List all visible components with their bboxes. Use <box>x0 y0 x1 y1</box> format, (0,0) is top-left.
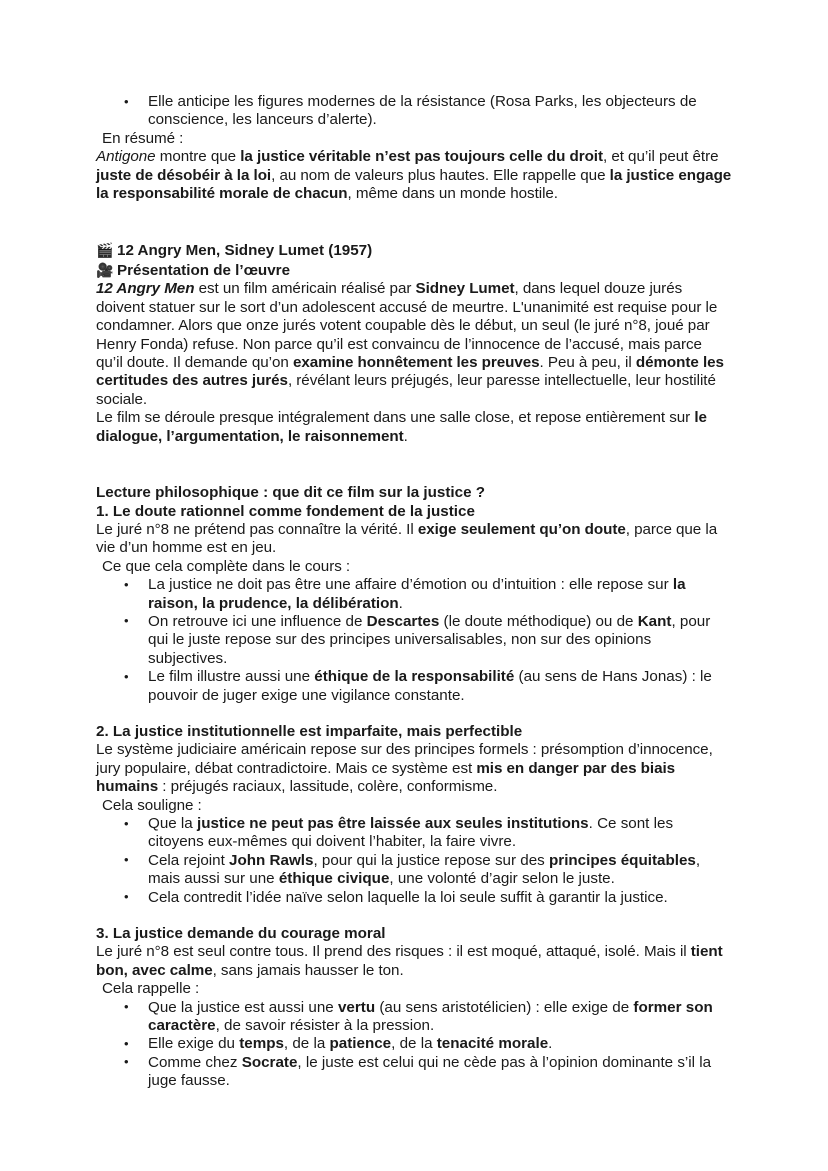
summary-label-text: En résumé : <box>102 129 184 147</box>
section-spacer <box>96 446 732 484</box>
intro-run: Le juré n°8 ne prétend pas connaître la vérité. Il <box>96 520 418 538</box>
director-name: Sidney Lumet <box>415 280 515 298</box>
intro-emphasis: tient bon, avec calme <box>96 943 723 979</box>
summary-run: , et qu’il peut être <box>602 148 719 166</box>
presentation-run: Le film se déroule presque intégralement dans une salle close, et repose entièrement sur <box>96 409 695 427</box>
list-item <box>96 889 732 907</box>
lecture-heading: Lecture philosophique : que dit ce film sur la justice ? <box>96 484 486 502</box>
presentation-emphasis: démonte les certitudes des autres jurés <box>96 354 724 390</box>
presentation-run: , révélant leurs préjugés, leur paresse intellectuelle, leur hostilité sociale. <box>96 372 716 408</box>
film-presentation-paragraph <box>96 280 732 409</box>
presentation-run: . Peu à peu, il <box>539 354 636 372</box>
bullet-emphasis: temps <box>239 1035 284 1053</box>
bullet-run: , de savoir résister à la pression. <box>215 1017 435 1035</box>
bullet-emphasis: la raison, la prudence, la délibération <box>148 576 686 612</box>
intro-run: Le juré n°8 est seul contre tous. Il prend des risques : il est moqué, attaqué, isolé. Mais il <box>96 943 691 961</box>
bullet-run: , de la <box>391 1035 437 1053</box>
bullet-run: (au sens de Hans Jonas) : le pouvoir de juger exige une vigilance constante. <box>148 668 712 704</box>
list-item <box>96 576 732 613</box>
film-title <box>96 241 732 261</box>
bullet-run: (le doute méthodique) ou de <box>439 612 638 630</box>
section-3-intro <box>96 943 732 980</box>
film-subtitle-text: Présentation de l’œuvre <box>117 261 291 279</box>
bullet-emphasis: principes équitables <box>549 851 696 869</box>
summary-label <box>96 130 732 148</box>
film-subtitle <box>96 261 732 281</box>
bullet-run: , une volonté d’agir selon le juste. <box>389 870 615 888</box>
bullet-emphasis: éthique de la responsabilité <box>314 668 515 686</box>
philosopher-name: Kant <box>637 612 672 630</box>
bullet-emphasis: justice ne peut pas être laissée aux seules institutions <box>196 815 589 832</box>
section-1-heading: 1. Le doute rationnel comme fondement de la justice <box>96 502 475 520</box>
summary-emphasis: juste de désobéir à la loi <box>96 166 272 184</box>
section-1-intro <box>96 521 732 558</box>
section-2-intro <box>96 741 732 796</box>
bullet-run: On retrouve ici une influence de <box>148 612 367 630</box>
philosopher-name: Descartes <box>366 612 440 630</box>
section-1-list-label: Ce que cela complète dans le cours : <box>102 557 351 575</box>
bullet-run: , le juste est celui qui ne cède pas à l’opinion dominante s’il la juge fausse. <box>148 1053 712 1090</box>
antigone-bullet-list <box>96 93 732 130</box>
bullet-run: Que la <box>148 815 197 832</box>
page-content <box>96 93 732 1091</box>
bullet-run: , pour qui la justice repose sur des <box>313 851 549 869</box>
bullet-emphasis: former son caractère <box>148 998 713 1035</box>
bullet-text: Elle anticipe les figures modernes de la résistance (Rosa Parks, les objecteurs de conscience, les lanceurs d’alerte). <box>148 93 697 129</box>
bullet-emphasis: vertu <box>337 998 376 1016</box>
summary-run: montre que <box>155 148 241 166</box>
bullet-emphasis: éthique civique <box>278 870 390 888</box>
intro-emphasis: exige seulement qu’on doute <box>417 520 626 538</box>
intro-run: , sans jamais hausser le ton. <box>212 961 404 979</box>
section-1-bullet-list <box>96 576 732 705</box>
antigone-title-italic: Antigone <box>96 148 156 166</box>
section-3-heading: 3. La justice demande du courage moral <box>96 925 386 943</box>
intro-run: , parce que la vie d’un homme est en jeu. <box>96 520 718 557</box>
list-item <box>96 999 732 1036</box>
presentation-run: , dans lequel douze jurés doivent statuer sur le sort d’un adolescent accusé de meurtre. L'unanimité est requise pour le condamner. Alors que onze jurés votent coupable dès le début, un seul (le juré n°8, joué par Henry Fonda) refuse. Non parce qu’il est convaincu de l’innocence de l’accusé, mais parce qu’il doute. Il demande qu’on <box>96 280 718 372</box>
antigone-summary-paragraph <box>96 148 732 203</box>
bullet-run: La justice ne doit pas être une affaire d’émotion ou d’intuition : elle repose sur <box>148 576 673 594</box>
list-item <box>96 1035 732 1053</box>
summary-emphasis: la justice véritable n’est pas toujours celle du droit <box>240 148 603 166</box>
bullet-run: Cela contredit l’idée naïve selon laquelle la loi seule suffit à garantir la justice. <box>148 888 668 906</box>
intro-run: Le système judiciaire américain repose sur des principes formels : présomption d’innocence, jury populaire, débat contradictoire. Mais ce système est <box>96 741 713 777</box>
section-spacer <box>96 705 732 723</box>
film-title-inline: 12 Angry Men <box>96 280 195 298</box>
film-title-text: 12 Angry Men, Sidney Lumet (1957) <box>117 242 373 260</box>
presentation-emphasis: le dialogue, l’argumentation, le raisonnement <box>96 409 707 445</box>
bullet-run: . <box>548 1035 553 1053</box>
philosopher-name: John Rawls <box>229 851 314 869</box>
list-item <box>96 668 732 705</box>
bullet-run: Elle exige du <box>148 1035 240 1053</box>
movie-camera-icon: 🎥 <box>96 262 114 279</box>
clapper-board-icon: 🎬 <box>96 243 114 260</box>
summary-run: , même dans un monde hostile. <box>347 185 558 203</box>
bullet-run: Le film illustre aussi une <box>148 668 315 686</box>
philosopher-name: Socrate <box>241 1053 298 1071</box>
presentation-run: est un film américain réalisé par <box>194 280 416 298</box>
list-item <box>96 852 732 889</box>
presentation-emphasis: examine honnêtement les preuves <box>292 354 540 372</box>
section-3-bullet-list <box>96 999 732 1091</box>
film-setting-paragraph <box>96 409 732 446</box>
intro-emphasis: mis en danger par des biais humains <box>96 759 676 796</box>
bullet-run: , mais aussi sur une <box>148 851 701 888</box>
intro-run: : préjugés raciaux, lassitude, colère, conformisme. <box>158 778 498 796</box>
summary-emphasis: la justice engage la responsabilité morale de chacun <box>96 166 732 203</box>
section-2-list-label: Cela souligne : <box>102 796 202 814</box>
bullet-run: (au sens aristotélicien) : elle exige de <box>375 998 634 1016</box>
section-3-list-label: Cela rappelle : <box>102 980 200 998</box>
section-spacer <box>96 907 732 925</box>
list-item <box>96 93 732 130</box>
section-2-heading: 2. La justice institutionnelle est imparfaite, mais perfectible <box>96 722 523 740</box>
bullet-run: . Ce sont les citoyens eux-mêmes qui doivent l’habiter, la faire vivre. <box>148 815 674 851</box>
presentation-run: . <box>403 427 408 445</box>
bullet-run: . <box>398 594 403 612</box>
summary-run: , au nom de valeurs plus hautes. Elle rappelle que <box>271 166 610 184</box>
bullet-emphasis: tenacité morale <box>436 1035 549 1053</box>
bullet-emphasis: patience <box>329 1035 392 1053</box>
bullet-run: Cela rejoint <box>148 851 230 869</box>
bullet-run: Que la justice est aussi une <box>148 998 338 1016</box>
bullet-run: Comme chez <box>148 1053 242 1071</box>
list-item <box>96 815 732 852</box>
section-2-bullet-list <box>96 815 732 907</box>
bullet-run: , pour qui le juste repose sur des principes universalisables, non sur des opinions subjectives. <box>148 612 711 667</box>
bullet-run: , de la <box>283 1035 330 1053</box>
list-item <box>96 1054 732 1091</box>
section-spacer <box>96 203 732 241</box>
list-item <box>96 613 732 668</box>
